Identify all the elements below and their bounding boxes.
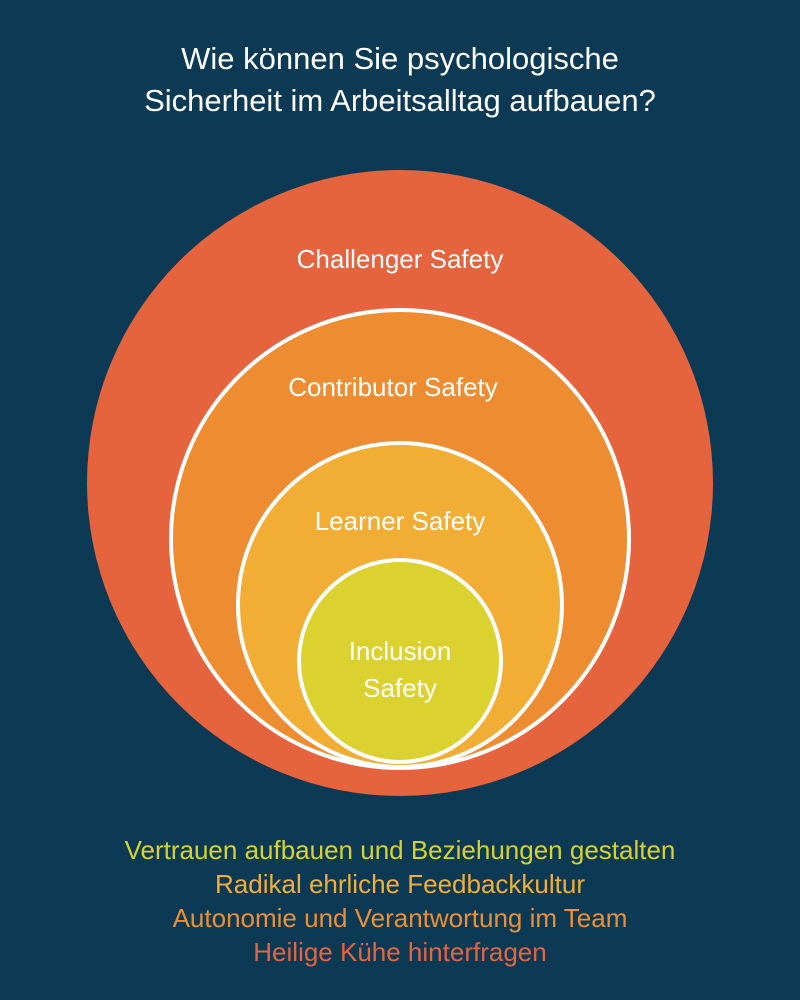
label-inclusion-line-2: Safety (363, 673, 437, 703)
label-learner-safety: Learner Safety (314, 506, 486, 536)
action-item-2: Radikal ehrliche Feedbackkultur (215, 869, 585, 899)
action-item-1: Vertrauen aufbauen und Beziehungen gestalten (124, 835, 676, 865)
action-item-3: Autonomie und Verantwortung im Team (172, 903, 628, 933)
title-line-2: Sicherheit im Arbeitsalltag aufbauen? (144, 83, 656, 118)
label-inclusion-line-1: Inclusion (348, 636, 452, 666)
label-contributor-safety: Contributor Safety (288, 372, 498, 402)
title-line-1: Wie können Sie psychologische (181, 41, 619, 76)
action-item-4: Heilige Kühe hinterfragen (253, 937, 547, 967)
label-challenger-safety: Challenger Safety (296, 244, 504, 274)
action-list (0, 833, 800, 969)
